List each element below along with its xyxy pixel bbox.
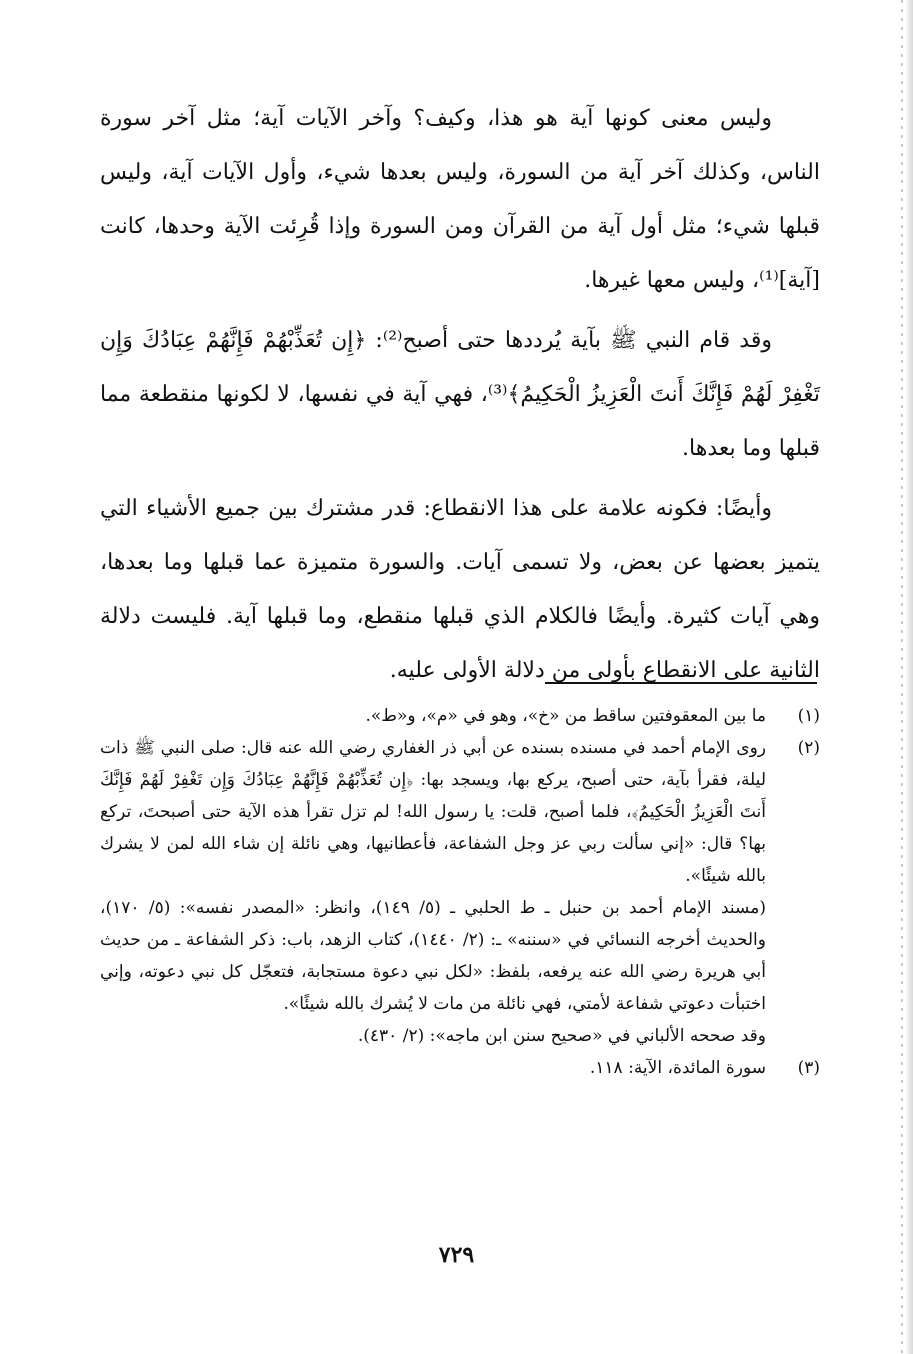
footnote-line: وقد صححه الألباني في «صحيح سنن ابن ماجه»: (٢/ ٤٣٠). bbox=[357, 1026, 766, 1046]
footnote-1 bbox=[100, 700, 820, 732]
footnote-body bbox=[100, 732, 766, 1052]
footnote-body bbox=[100, 1052, 766, 1084]
page-number: ٧٢٩ bbox=[438, 1242, 475, 1268]
paragraph-2: وقد قام النبي ﷺ بآية يُرددها حتى أصبح⁽²⁾: ﴿إِن تُعَذِّبْهُمْ فَإِنَّهُمْ عِبَادُكَ وَإِن تَغْفِرْ لَهُمْ فَإِنَّكَ أَنتَ الْعَزِيزُ الْحَكِيمُ﴾⁽³⁾، فهي آية في نفسها، لا لكونها منقطعة مما قبلها وما بعدها. bbox=[100, 328, 820, 461]
footnote-body bbox=[100, 700, 766, 732]
footnote-number: (١) bbox=[797, 706, 820, 726]
footnote-separator bbox=[545, 682, 817, 684]
paragraph-1: وليس معنى كونها آية هو هذا، وكيف؟ وآخر الآيات آية؛ مثل آخر سورة الناس، وكذلك آخر آية من السورة، وليس بعدها شيء، وأول الآيات آية، وليس قبلها شيء؛ مثل أول آية من القرآن ومن السورة وإذا قُرِئت الآية وحدها، كانت [آية]⁽¹⁾، وليس معها غيرها. bbox=[100, 106, 820, 293]
footnote-line: روى الإمام أحمد في مسنده بسنده عن أبي ذر الغفاري رضي الله عنه قال: صلى النبي ﷺ ذات ليلة، فقرأ بآية، حتى أصبح، يركع بها، ويسجد بها: ﴿إِن تُعَذِّبْهُمْ فَإِنَّهُمْ عِبَادُكَ وَإِن تَغْفِرْ لَهُمْ فَإِنَّكَ أَنتَ الْعَزِيزُ الْحَكِيمُ﴾، فلما أصبح، قلت: يا رسول الله! لم تزل تقرأ هذه الآية حتى أصبحتَ، تركع بها؟ قال: «إني سألت ربي عز وجل الشفاعة، فأعطانيها، وهي نائلة إن شاء الله لمن لا يشرك بالله شيئًا». bbox=[100, 738, 766, 886]
footnote-line: ما بين المعقوفتين ساقط من «خ»، وهو في «م»، و«ط». bbox=[365, 706, 766, 726]
main-text bbox=[100, 92, 820, 698]
footnote-3 bbox=[100, 1052, 820, 1084]
footnote-line: (مسند الإمام أحمد بن حنبل ـ ط الحلبي ـ (٥/ ١٤٩)، وانظر: «المصدر نفسه»: (٥/ ١٧٠)، والحديث أخرجه النسائي في «سننه» ـ: (٢/ ١٤٤٠)، كتاب الزهد، باب: ذكر الشفاعة ـ من حديث أبي هريرة رضي الله عنه يرفعه، بلفظ: «لكل نبي دعوة مستجابة، فتعجّل كل نبي دعوته، وإني اختبأت دعوتي شفاعة لأمتي، فهي نائلة من مات لا يُشرك بالله شيئًا». bbox=[100, 898, 766, 1014]
footnote-number: (٢) bbox=[797, 738, 820, 758]
footnote-line: سورة المائدة، الآية: ١١٨. bbox=[589, 1058, 766, 1078]
page-edge-shadow bbox=[905, 0, 913, 1354]
page-edge-dots bbox=[901, 0, 903, 1354]
paragraph-3: وأيضًا: فكونه علامة على هذا الانقطاع: قدر مشترك بين جميع الأشياء التي يتميز بعضها عن بعض، ولا تسمى آيات. والسورة متميزة عما قبلها وما بعدها، وهي آيات كثيرة. وأيضًا فالكلام الذي قبلها منقطع، وما قبلها آية. فليست دلالة الثانية على الانقطاع بأولى من دلالة الأولى عليه. bbox=[100, 496, 820, 683]
footnote-2 bbox=[100, 732, 820, 1052]
footnote-number: (٣) bbox=[797, 1058, 820, 1078]
footnotes bbox=[100, 700, 820, 1084]
